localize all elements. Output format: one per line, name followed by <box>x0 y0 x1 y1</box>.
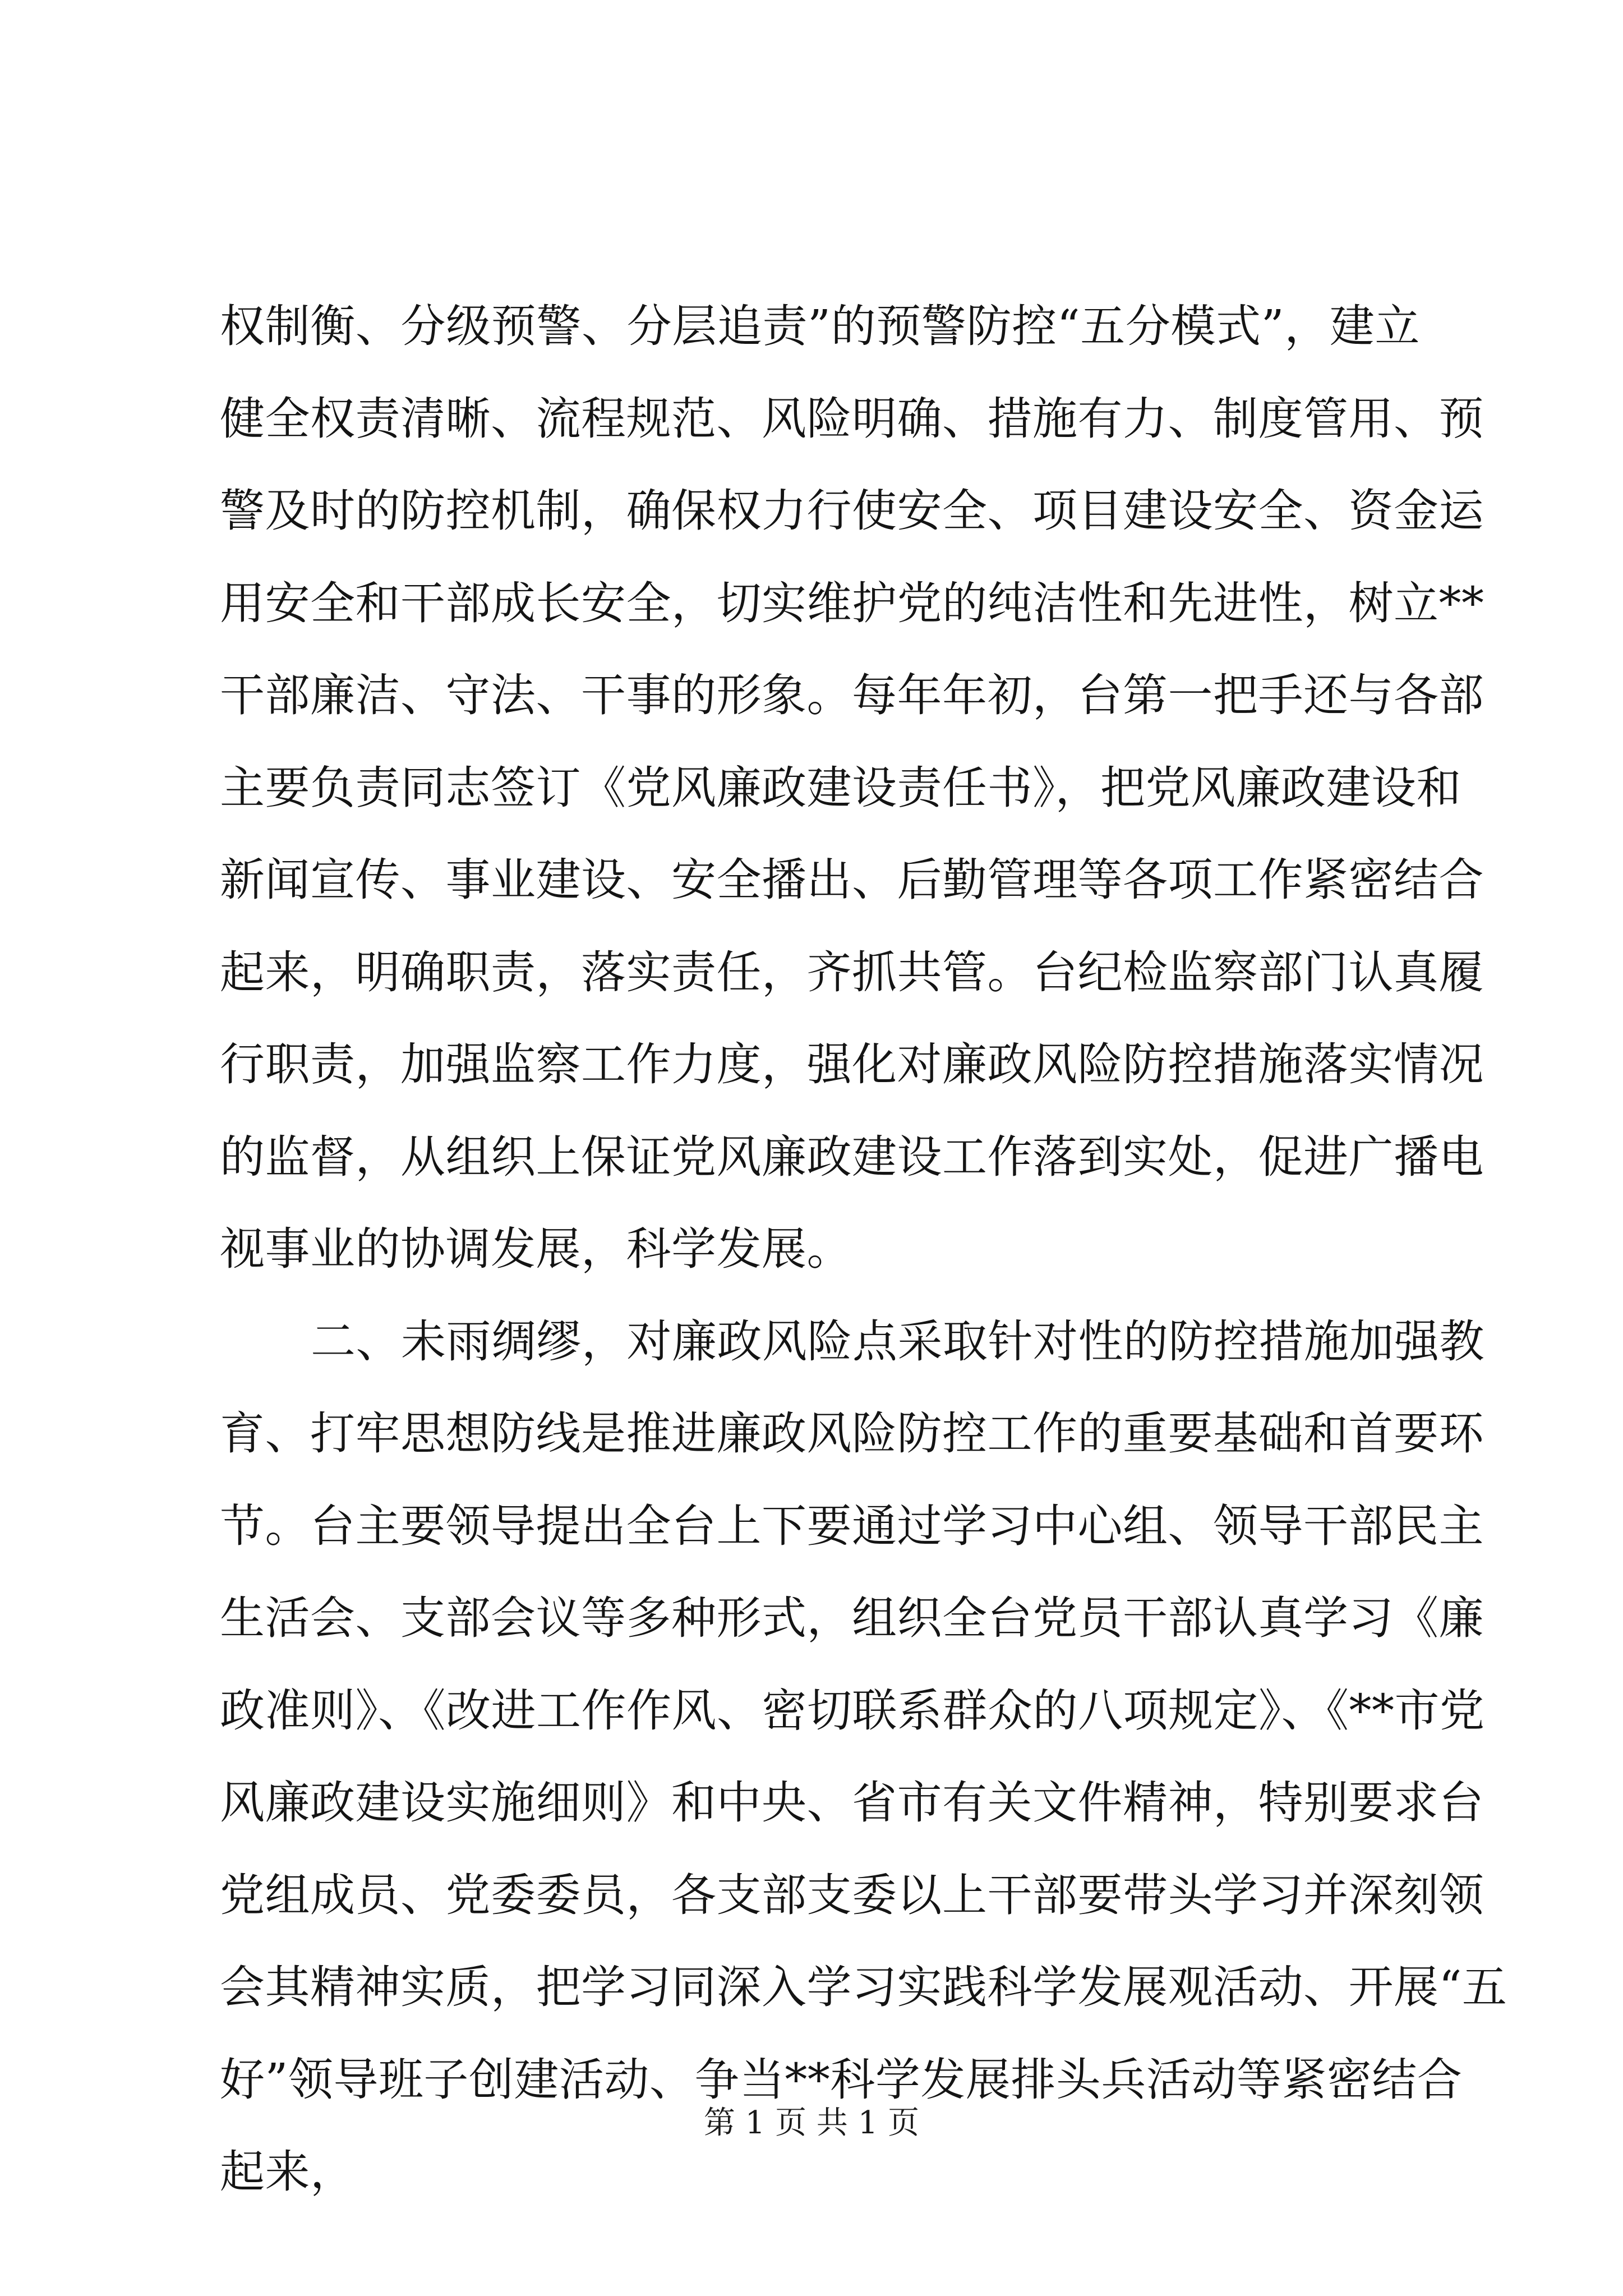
paragraph-1 <box>220 280 1484 1296</box>
text-line: 视事业的协调发展，科学发展。 <box>220 1223 852 1275</box>
text-line: 健全权责清晰、流程规范、风险明确、措施有力、制度管用、预 <box>220 392 1484 445</box>
text-line: 主要负责同志签订《党风廉政建设责任书》，把党风廉政建设和 <box>220 761 1461 814</box>
text-line: 会其精神实质，把学习同深入学习实践科学发展观活动、开展“五 <box>220 1961 1507 2013</box>
text-line: 权制衡、分级预警、分层追责”的预警防控“五分模式”，建立 <box>220 300 1420 352</box>
text-line: 风廉政建设实施细则》和中央、省市有关文件精神，特别要求台 <box>220 1777 1484 1829</box>
text-line: 警及时的防控机制，确保权力行使安全、项目建设安全、资金运 <box>220 485 1484 537</box>
text-line: 的监督，从组织上保证党风廉政建设工作落到实处，促进广播电 <box>220 1130 1484 1183</box>
text-line: 干部廉洁、守法、干事的形象。每年年初，台第一把手还与各部 <box>220 669 1484 721</box>
document-body <box>220 280 1507 2219</box>
text-line: 起来，明确职责，落实责任，齐抓共管。台纪检监察部门认真履 <box>220 946 1484 999</box>
paragraph-2 <box>220 1296 1507 2219</box>
text-line: 政准则》、《改进工作作风、密切联系群众的八项规定》、《**市党 <box>220 1684 1485 1737</box>
text-line: 育、打牢思想防线是推进廉政风险防控工作的重要基础和首要环 <box>220 1407 1484 1460</box>
text-line: 起来， <box>220 2146 356 2198</box>
page-number-label: 第 1 页 共 1 页 <box>703 2105 920 2141</box>
text-line: 好”领导班子创建活动、争当**科学发展排头兵活动等紧密结合 <box>220 2053 1463 2106</box>
text-line: 二、未雨绸缪，对廉政风险点采取针对性的防控措施加强教 <box>311 1315 1484 1368</box>
text-line: 用安全和干部成长安全，切实维护党的纯洁性和先进性，树立** <box>220 577 1484 629</box>
text-line: 党组成员、党委委员，各支部支委以上干部要带头学习并深刻领 <box>220 1869 1484 1921</box>
text-line: 节。台主要领导提出全台上下要通过学习中心组、领导干部民主 <box>220 1499 1484 1552</box>
text-line: 行职责，加强监察工作力度，强化对廉政风险防控措施落实情况 <box>220 1038 1484 1091</box>
text-line: 生活会、支部会议等多种形式，组织全台党员干部认真学习《廉 <box>220 1592 1484 1644</box>
page-footer <box>0 2101 1623 2146</box>
text-line: 新闻宣传、事业建设、安全播出、后勤管理等各项工作紧密结合 <box>220 854 1484 906</box>
